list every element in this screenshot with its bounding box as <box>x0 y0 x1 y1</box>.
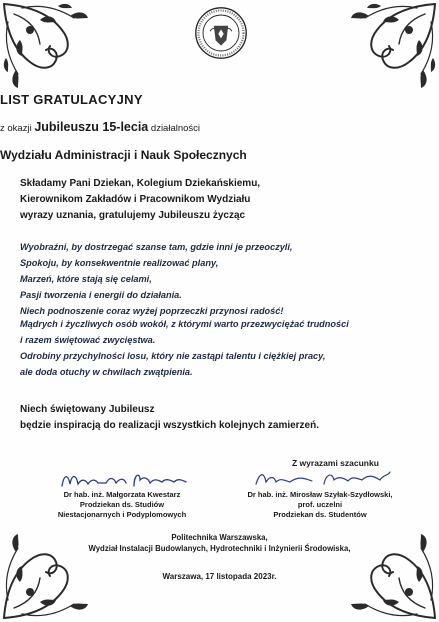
footer-university: Politechnika Warszawska, <box>171 533 268 542</box>
greeting-paragraph <box>20 176 419 224</box>
faculty-name: Wydziału Administracji i Nauk Społecznych <box>0 148 247 162</box>
signatory-name: Dr hab. inż. Mirosław Szyłak-Szydłowski, <box>247 490 393 499</box>
occasion-line <box>0 120 439 134</box>
signature-block-left <box>22 468 222 520</box>
wish-line: Marzeń, które stają się celami, <box>20 274 152 284</box>
wishes-paragraph <box>20 239 419 319</box>
university-seal-icon <box>194 6 248 60</box>
regards-text: Z wyrazami szacunku <box>292 458 379 468</box>
wish-line: Wyobraźni, by dostrzegać szanse tam, gdzie inni je przeoczyli, <box>20 242 293 252</box>
closing-line: Niech świętowany Jubileusz <box>20 404 155 415</box>
greeting-line: Składamy Pani Dziekan, Kolegium Dziekańskiemu, <box>20 178 261 189</box>
handwritten-signature-icon <box>220 468 420 490</box>
occasion-suffix: działalności <box>150 123 201 134</box>
floral-corner-ornament-icon <box>347 0 439 92</box>
wish-line: Mądrych i życzliwych osób wokół, z którymi warto przezwyciężać trudności <box>20 319 349 329</box>
handwritten-signature-icon <box>22 468 222 490</box>
signature-block-right <box>220 468 420 520</box>
wishes-paragraph-2 <box>20 316 419 380</box>
greeting-line: wyrazy uznania, gratulujemy Jubileuszu życząc <box>20 210 246 221</box>
wish-line: Odrobiny przychylności losu, który nie zastąpi talentu i ciężkiej pracy, <box>20 351 326 361</box>
signatory-role: Niestacjonarnych i Podyplomowych <box>57 510 187 519</box>
letter-date: Warszawa, 17 listopada 2023r. <box>162 572 277 581</box>
floral-corner-ornament-icon <box>0 0 92 92</box>
letter-title: LIST GRATULACYJNY <box>0 92 143 107</box>
signatory-name: Dr hab. inż. Małgorzata Kwestarz <box>63 490 181 499</box>
wish-line: i razem świętować zwycięstwa. <box>20 335 156 345</box>
footer-faculty: Wydział Instalacji Budowlanych, Hydrotechniki i Inżynierii Środowiska, <box>88 544 351 553</box>
wish-line: Niech podnoszenie coraz wyżej poprzeczki przynosi radość! <box>20 306 284 316</box>
signatory-role: prof. uczelni <box>297 500 343 509</box>
wish-line: Spokoju, by konsekwentnie realizować plany, <box>20 258 219 268</box>
greeting-line: Kierownikom Zakładów i Pracownikom Wydziału <box>20 194 251 205</box>
wish-line: Pasji tworzenia i energii do działania. <box>20 290 182 300</box>
signatory-role: Prodziekan ds. Studiów <box>79 500 165 509</box>
jubilee-name: Jubileuszu 15-lecia <box>34 120 149 134</box>
closing-paragraph <box>20 402 419 434</box>
wish-line: ale doda otuchy w chwilach zwątpienia. <box>20 367 193 377</box>
signatory-role: Prodziekan ds. Studentów <box>273 510 367 519</box>
closing-line: będzie inspiracją do realizacji wszystkich kolejnych zamierzeń. <box>20 420 320 431</box>
occasion-prefix: z okazji <box>0 123 32 134</box>
